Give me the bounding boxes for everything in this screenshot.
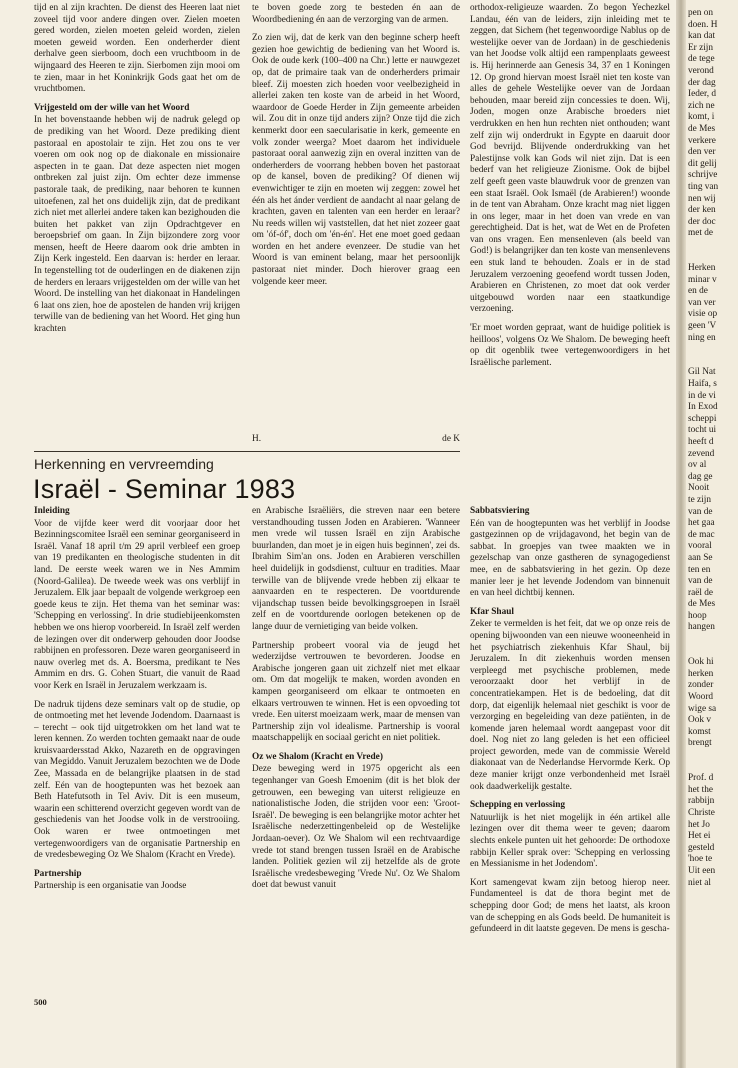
article2-col3-p3: Natuurlijk is het niet mogelijk in één artikel alle lezingen over dit thema weer te geven; daarom slechts enkele punten uit het gehoorde: De orthodoxe rabbijn Keller sprak over: 'Schepping en verlossing en Messianisme in het Jodendom'. [470,812,670,870]
right-page-fragment: de Mes [688,599,716,610]
right-page-fragment: Nooit [688,483,710,494]
right-page-fragment: van de [688,506,713,517]
article1-col2-p2: Zo zien wij, dat de kerk van den beginne scherp heeft gezien hoe gewichtig de bediening van het Woord is. Ook de oude kerk (100–400 na Chr.) lette er nauwgezet op, dat de primaire taak van de onderherders primair bleef. Zij moesten zich hoeden voor veelbezigheid in allerlei zaken ten koste van de arbeid in het Woord, waardoor de Goede Herder in Zijn gemeente arbeiden wil. Zou dit in onze tijd anders zijn? Onze tijd die zich kenmerkt door een saecularisatie in kerk, gemeente en volk zonder weerga? Moet daarom het individuele pastoraat ooral aanwezig zijn en overal inzitten van de onderherders de voorrang hebben boven het pastoraat op de kansel, boven de prediking? Of dienen wij evenwichtiger te zijn en moeten wij zeggen: zowel het één als het ánder verdient de aandacht al naar gelang de krachten, gaven en talenten van een herder en leraar? Nu reeds willen wij vaststellen, dat het niet zozeer gaat om 'óf-óf', doch om 'én-én'. Het ene moet goed gedaan worden en het andere evenzeer. De studie van het Woord is van eminent belang, maar het persoonlijk pastoraat niet minder. Doch hierover graag een volgende keer meer. [252,33,460,287]
right-page-fragment: wige sa [688,703,717,714]
right-page-fragment: van ver [688,297,716,308]
right-page-fragment: Gil Nat [688,367,716,378]
right-page-fragment: brengt [688,738,712,749]
right-page-fragment: tocht ui [688,425,717,436]
right-page-fragment: ting van [688,181,719,192]
article2-kicker: Herkenning en vervreemding [34,456,214,472]
right-page-fragment: herken [688,668,714,679]
right-page-fragment: en de [688,286,708,297]
article2-column-3 [470,506,670,986]
signature-right: de K [442,434,460,444]
article-separator [34,451,460,452]
right-page-fragment: 'hoe te [688,854,713,865]
right-page-fragment: ten en [688,564,711,575]
right-page-fragment: Prof. d [688,773,714,784]
article2-col3-p4: Kort samengevat kwam zijn betoog hierop neer. Fundamenteel is dat de thora begint met de schepping door God; de mens het laatst, als kroon van de schepping en als Gods beeld. De humaniteit is gefundeerd in dit laatste gegeven. De mens is gescha- [470,877,670,935]
right-page-fragment: visie op [688,309,718,320]
right-page-fragment: ov al [688,460,707,471]
right-page-fragment: geen 'V [688,321,717,332]
right-page-fragment: gesteld [688,842,715,853]
heading-inleiding: Inleiding [34,506,70,516]
heading-oz-we-shalom: Oz we Shalom (Kracht en Vrede) [252,751,383,762]
article2-title: Israël - Seminar 1983 [33,474,296,504]
right-page-fragment [688,251,718,263]
right-page-fragment: komt, i [688,112,715,123]
heading-partnership: Partnership [34,868,82,879]
article1-intro: tijd en al zijn krachten. De dienst des Heeren laat niet zoveel tijd voor andere dingen over. Zielen moeten gered worden, zielen moeten geleid worden, zielen moeten geweid worden. Een onderherder dient derhalve geen sierboom, doch een vruchtboom in de wijngaard des Heeren te zijn. Sierbomen zijn mooi om te zien, maar in het Koninkrijk Gods gaat het om de vruchtbomen. [34,3,240,95]
right-page-fragment: dag ge [688,471,713,482]
right-page-fragment: Het ei [688,831,711,842]
right-page-fragment: Uit een [688,865,716,876]
right-page-fragment: doen. H [688,19,718,30]
right-page-fragments [688,8,718,889]
right-page-fragment [688,240,718,252]
article1-body: In het bovenstaande hebben wij de nadruk gelegd op de prediking van het Woord. Deze prediking dient pastoraal en apostolair te zijn. Het zou ons te ver voeren om ook nog op de diakonale en missionaire aspecten in te gaan. Dat deze aspecten niet mogen ontbreken zal juist zijn. Om echter deze immense pastorale taak, de prediking, naar behoren te kunnen uitoefenen, zal het ons duidelijk zijn, dat de predikant zich niet met allerlei andere taken kan bezighouden die buiten het pakket van zijn Opdrachtgever en beroepsbrief om gaan. In Zijn bijzondere zorg voor mensen, heeft de Heere daarom ook drie ambten in Zijn Kerk ingesteld. Een daarvan is: herder en leraar. In tegenstelling tot de ouderlingen en de diakenen zijn de herders en leraars vrijgestelden om der wille van het Woord. De instelling van het diakonaat in Handelingen 6 laat ons zien, hoe de apostelen de handen vrij krijgen terwille van de bediening van het Woord. Het ging hun krachten [34,115,240,335]
column3-p2: 'Er moet worden gepraat, want de huidige politiek is heilloos', volgens Oz We Shalom. De beweging heeft op dit ogenblik twee vertegenwoordigers in het Israëlische parlement. [470,323,670,368]
article2-col2-p2: Partnership probeert vooral via de jeugd het wederzijdse vertrouwen te bevorderen. Joodse en Arabische jongeren gaan uit zichzelf niet met elkaar om. Om dat mogelijk te maken, worden avonden en kampen georganiseerd om elkaar te ontmoeten en elkaars vertrouwen te winnen. Het is een opvoeding tot vrede. Een uiterst moeizaam werk, maar de mensen van Partnership zijn vol idealisme. Partnership is vooral maatschappelijk en sociaal gericht en niet politiek. [252,640,460,744]
right-page-fragment: met de [688,228,714,239]
article-column-3-top [470,3,670,503]
right-page-fragment: de Mes [688,123,716,134]
right-page-fragment: raël de [688,587,714,598]
right-page-fragment [688,762,718,774]
article2-col1-p1: Voor de vijfde keer werd dit voorjaar door het Bezinningscomitee Israël een seminar georganiseerd in Israël. Vanaf 18 april t/m 29 april verbleef een groep van 19 predikanten en theologische studenten in dit land. De eerste week waren we in Nes Ammim (Noord-Galilea). De tweede week was ons verblijf in Jeruzalem. Elk jaar bepaalt de volgende werkgroep een goede keus te zijn. Het thema van het seminar was: 'Schepping en verlossing'. In drie studiebijeenkomsten hebben we ons hierop voorbereid. In Israël zelf werden de lezingen over dit onderwerp gehouden door Joodse rabbijnen en professoren. Deze waren georganiseerd in nauw overleg met ds. A. Boersma, predikant te Nes Ammim en drs. G. Cohen Stuart, die vanuit de Raad voor Kerk en Israël in Jeruzalem werkzaam is. [34,518,240,691]
right-page-fragment [688,344,718,356]
right-page-fragment: het Jo [688,819,710,830]
article1-col2-p1: te boven goede zorg te besteden én aan de Woordbediening én aan de verzorging van de armen. [252,3,460,25]
heading-kfar-shaul: Kfar Shaul [470,606,515,617]
right-page-fragment: rabbijn [688,796,715,807]
right-page-fragment: In Exod [688,402,718,413]
heading-sabbatsviering: Sabbatsviering [470,506,530,516]
right-page-fragment: zevend [688,448,715,459]
right-page-fragment [688,646,718,658]
right-page-fragment: Ieder, d [688,89,717,100]
right-page-fragment: Ook v [688,715,711,726]
right-page-fragment: dit gelij [688,158,717,169]
article2-col2-p3: Deze beweging werd in 1975 opgericht als een tegenhanger van Goesh Emoenim (dit is het blok der getrouwen, een beweging van uiterst religieuze en nationalistische Joden, die strijden voor een: 'Groot-Israël'. De beweging is een belangrijke motor achter het Israëlische nederzettingenbeleid op de Westelijke Jordaan-oever). Oz We Shalom wil een rechtvaardige vrede tot stand brengen tussen Israël en de Arabische landen. Politiek gezien wil zij hetzelfde als de grote Israëlische vredesbeweging 'Vrede Nu'. Oz We Shalom doet dat bewust vanuit [252,764,460,891]
page-number: 500 [34,997,47,1007]
right-page-fragment: zich ne [688,100,715,111]
right-page-edge [686,0,738,1068]
right-page-fragment: Er zijn [688,42,714,53]
article2-col3-p1: Eén van de hoogtepunten was het verblijf in Joodse gastgezinnen op de vrijdagavond, het begin van de sabbat. In groepjes van twee maakten we in gezelschap van onze gastheren de synagogedienst mee, en de sabbatsviering in het gezin. Op deze manier leer je het levende Jodendom van binnenuit en van heel dichtbij kennen. [470,518,670,599]
right-page-fragment: schrijve [688,170,718,181]
right-page-fragment: verond [688,65,714,76]
right-page-fragment: komst [688,726,711,737]
right-page-fragment: nen wij [688,193,716,204]
right-page-fragment: het gaa [688,518,715,529]
right-page-fragment: hoop [688,610,707,621]
right-page-fragment [688,356,718,368]
article1-column-2 [252,3,460,445]
book-spine [676,0,686,1068]
right-page-fragment: aan Se [688,552,713,563]
right-page-fragment: der dag [688,77,716,88]
right-page-fragment: zonder [688,680,714,691]
article1-signature [252,434,460,444]
article2-col2-p1: en Arabische Israëliërs, die streven naar een betere verstandhouding tussen Joden en Arabieren. 'Wanneer men vrede wil tussen Israël en zijn Arabische buurlanden, dan moet je in eigen huis beginnen', zei ds. Ibrahim Sim'an ons. Joden en Arabieren verschillen heel duidelijk in godsdienst, cultuur en tradities. Maar terwille van de blijvende vrede hebben zij elkaar te aanvaarden en te respecteren. De voortdurende vijandschap tussen beide bevolkingsgroepen in Israël zelf en de voortdurende oorlogen betekenen op de lange duur de vernietiging van beide volken. [252,506,460,632]
signature-left: H. [252,434,262,444]
right-page-fragment: niet al [688,877,711,888]
right-page-fragment: te zijn [688,494,711,505]
right-page-fragment: den ver [688,147,716,158]
right-page-fragment [688,750,718,762]
right-page-fragment: Ook hi [688,657,714,668]
right-page-fragment: scheppi [688,413,717,424]
article1-column-1 [34,3,240,445]
article2-column-2 [252,506,460,986]
right-page-fragment: Herken [688,263,716,274]
article2-column-1 [34,506,240,986]
right-page-fragment: Christe [688,807,715,818]
right-page-fragment: de tege [688,54,715,65]
article2-col1-p2: De nadruk tijdens deze seminars valt op de studie, op de ontmoeting met het levende Jodendom. Daarnaast is – terecht – ook tijd uitgetrokken om het land wat te leren kennen. Zo werden tochten gemaakt naar de oude kruisvaardersstad Akko, Nazareth en de opgravingen van Megiddo. Vanuit Jeruzalem bezochten we de Dode Zee, Massada en de belangrijke plaatsen in de stad zelf. Eén van de hoogtepunten was het bezoek aan Beth Hatefutsoth in Tel Aviv. Dit is een museum, waarin een schitterend overzicht gegeven wordt van de geschiedenis van het Joodse volk in de verstrooiing. Ook waren er twee ontmoetingen met vertegenwoordigers van de organisatie Partnership en de vredesbeweging Oz We Shalom (Kracht en Vrede). [34,699,240,861]
right-page-fragment: Woord [688,692,714,703]
right-page-fragment: minar v [688,274,717,285]
right-page-fragment: het the [688,784,714,795]
right-page-fragment: in de vi [688,390,716,401]
column3-p1: orthodox-religieuze waarden. Zo begon Yechezkel Landau, één van de leiders, zijn inleiding met te zeggen, dat Sichem (het tegenwoordige Nablus op de westelijke oever van de Jordaan) in de geschiedenis van het Joodse volk altijd een rampenplaats geweest is. Hij herinnerde aan Genesis 34, 37 en 1 Koningen 12. Op grond hiervan moest Israël niet ten koste van alles de gehele Westelijke oever van de Jordaan behouden, maar bereid zijn concessies te doen. Wij, Joden, mogen onze Arabische broeders niet verdrukken en hen hun rechten niet onthouden; want zelf zijn wij onderdrukt in Egypte en daaruit door God bevrijd. Blijvende onderdrukking van het Palestijnse volk kan Gods wil niet zijn. Dat is een bederf van het religieuze Zionisme. Ook de bijbel zelf geeft geen vaste blauwdruk voor de grenzen van een staat Israël. Ook Ismaël (de Arabieren!) woonde in de tent van Abraham. Onze kracht mag niet liggen in ons leger, maar in het doen van vrede en van gerechtigheid. Dat is het, wat de Wet en de Profeten van ons vragen. Een mensenleven (als beeld van God!) is belangrijker dan ten koste van mensenlevens een stuk land te behouden. Zoals er in de stad Jeruzalem verzoening geoefend wordt tussen Joden, Arabieren en Christenen, zo moet dat ook verder uitgebouwd worden naar een staatkundige verzoening. [470,3,670,315]
right-page-fragment: vooral [688,541,712,552]
article2-col3-p2: Zeker te vermelden is het feit, dat we op onze reis de opening bijwoonden van een nieuwe wooneenheid in het psychiatrisch ziekenhuis Kfar Shaul, bij Jeruzalem. In dit ziekenhuis worden mensen verpleegd met psychische problemen, mede veroorzaakt door het verblijf in de concentratiekampen. Het is de bedoeling, dat dit dorp, dat eigenlijk helemaal niet geschikt is voor de verzorging en begeleiding van deze patiënten, in de komende jaren helemaal wordt aangepast voor dit doel. Nog niet zo lang geleden is het een officieel project geworden, mede van de commissie Wereld diakonaat van de Nederlandse Hervormde Kerk. Op deze manier krijgt onze verbondenheid met Israël ook daadwerkelijk gestalte. [470,619,670,792]
right-page-fragment: pen on [688,8,714,18]
article1-subheading: Vrijgesteld om der wille van het Woord [34,102,190,113]
right-page-fragment: de mac [688,529,715,540]
article2-col1-p3: Partnership is een organisatie van Joodse [34,881,187,892]
right-page-fragment [688,634,718,646]
right-page-fragment: verkere [688,135,716,146]
heading-schepping: Schepping en verlossing [470,800,566,811]
right-page-fragment: Haifa, s [688,379,717,389]
right-page-fragment: hangen [688,622,715,633]
right-page-fragment: heeft d [688,436,714,447]
right-page-fragment: der ken [688,205,716,216]
right-page-fragment: der doc [688,216,716,227]
right-page-fragment: van de [688,576,713,587]
right-page-fragment: kan dat [688,31,716,42]
right-page-fragment: ning en [688,332,716,343]
